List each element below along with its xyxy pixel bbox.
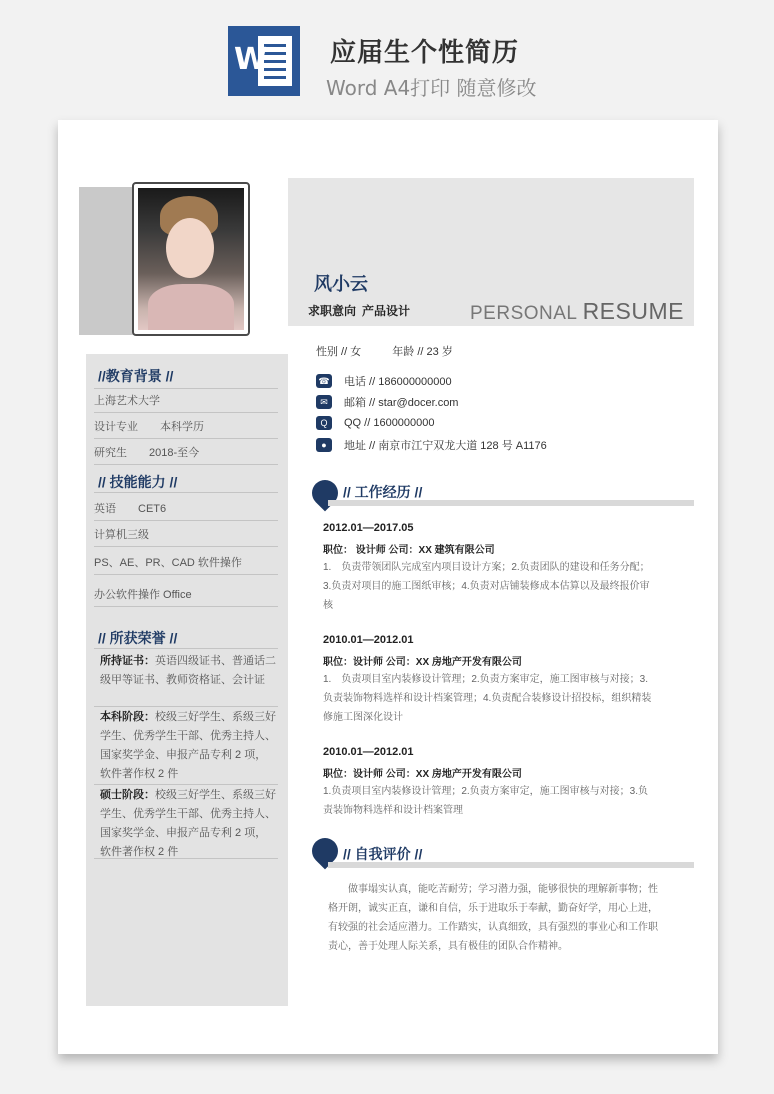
award-item: 所持证书：英语四级证书、普通话二级甲等证书、教师资格证、会计证 (100, 655, 276, 686)
page-subtitle: Word A4打印 随意修改 (326, 76, 537, 100)
self-eval-heading: // 自我评价 // (343, 846, 423, 862)
skills-heading: // 技能能力 // (98, 474, 178, 490)
page-title: 应届生个性简历 (330, 38, 520, 68)
basic-info (316, 343, 459, 359)
photo-image (138, 188, 244, 330)
word-logo-icon (228, 26, 300, 96)
skill-row: 英语 CET6 (94, 500, 278, 521)
job-intent: 求职意向 产品设计 (308, 304, 411, 318)
job-description: 1.负责项目室内装修设计管理；2.负责方案审定，施工图审核与对接；3.负责装饰物料选样和设计档案管理 (323, 786, 649, 816)
job-date: 2010.01—2012.01 (323, 746, 414, 758)
job-date: 2012.01—2017.05 (323, 522, 414, 534)
skill-row: 办公软件操作 Office (94, 586, 278, 607)
work-heading: // 工作经历 // (343, 484, 423, 500)
gender: 性别 // 女 (316, 346, 362, 358)
left-column (86, 354, 288, 1006)
mail-icon: ✉ (316, 395, 332, 409)
job-role: 职位：设计师 公司：XX 房地产开发有限公司 (323, 657, 522, 668)
qq-icon: Q (316, 416, 332, 430)
phone-icon: ☎ (316, 374, 332, 388)
job-description: 1. 负责带领团队完成室内项目设计方案；2.负责团队的建设和任务分配；3.负责对项目的施工图纸审核；4.负责对店铺装修成本估算以及最终报价审核 (323, 562, 650, 611)
job-description: 1. 负责项目室内装修设计管理；2.负责方案审定，施工图审核与对接；3.负责装饰物料选样和设计档案管理；4.负责配合装修设计招投标，组织精装修施工图深化设计 (323, 674, 652, 723)
job-role: 职位： 设计师 公司：XX 建筑有限公司 (323, 545, 495, 556)
contact-address: ● 地址 // 南京市江宁双龙大道 128 号 A1176 (316, 437, 656, 453)
self-eval-divider (328, 862, 694, 868)
contact-qq: Q QQ // 1600000000 (316, 416, 656, 430)
education-row: 研究生 2018-至今 (94, 444, 278, 465)
job-role: 职位：设计师 公司：XX 房地产开发有限公司 (323, 769, 522, 780)
personal-resume-tag: PERSONAL RESUME (470, 298, 684, 324)
skill-row: 计算机三级 (94, 526, 278, 547)
profile-photo (132, 182, 250, 336)
education-heading: //教育背景 // (98, 368, 174, 384)
candidate-name: 风小云 (314, 274, 368, 294)
award-item: 硕士阶段：校级三好学生、系级三好学生、优秀学生干部、优秀主持人、国家奖学金、申报产品专利 2 项，软件著作权 2 件 (100, 789, 276, 858)
education-row: 设计专业 本科学历 (94, 418, 278, 439)
location-icon: ● (316, 438, 332, 452)
contact-email: ✉ 邮箱 // star@docer.com (316, 394, 656, 410)
resume-paper (58, 120, 718, 1054)
awards-heading: // 所获荣誉 // (98, 630, 178, 646)
contact-phone: ☎ 电话 // 186000000000 (316, 373, 656, 389)
job-date: 2010.01—2012.01 (323, 634, 414, 646)
self-eval-text: 做事塌实认真，能吃苦耐劳；学习潜力强，能够很快的理解新事物；性格开朗，诚实正直，谦和自信，乐于进取乐于奉献，勤奋好学，用心上进，有较强的社会适应潜力。工作踏实，认真细致，具有强烈的事业心和工作职责心，善于处理人际关系，具有极佳的团队合作精神。 (328, 884, 658, 952)
education-row: 上海艺术大学 (94, 392, 278, 413)
age: 年龄 // 23 岁 (392, 346, 453, 358)
award-item: 本科阶段：校级三好学生、系级三好学生、优秀学生干部、优秀主持人、国家奖学金、申报产品专利 2 项，软件著作权 2 件 (100, 711, 276, 780)
skill-row: PS、AE、PR、CAD 软件操作 (94, 554, 278, 575)
work-divider (328, 500, 694, 506)
word-logo-letter: W (234, 42, 268, 77)
